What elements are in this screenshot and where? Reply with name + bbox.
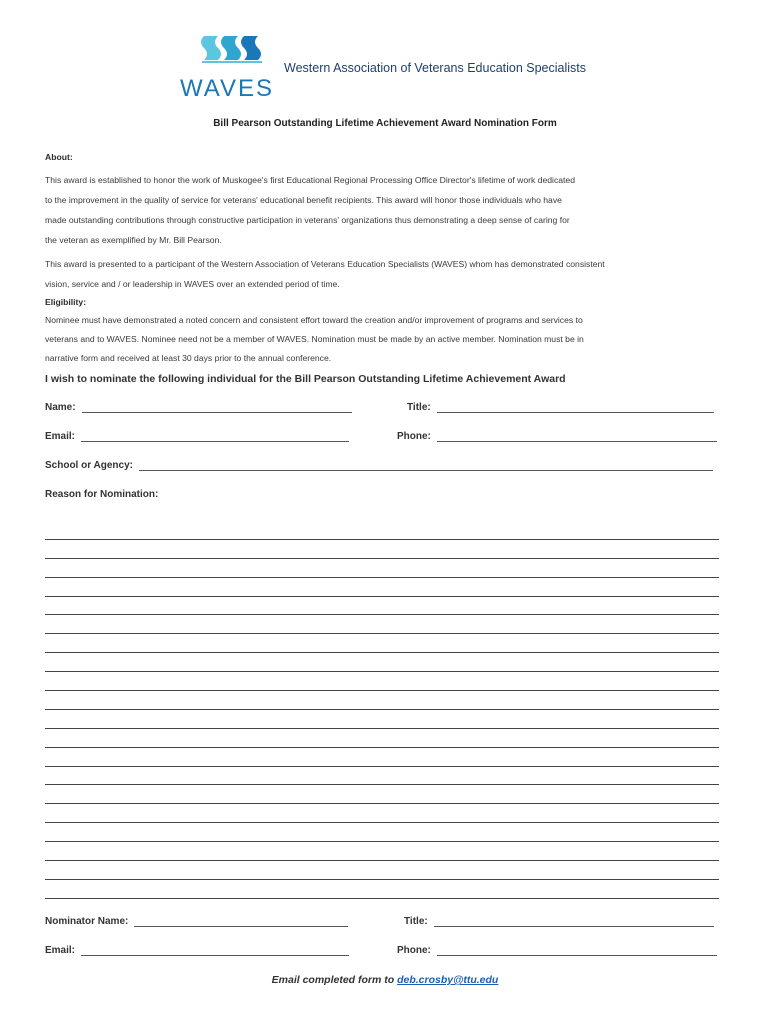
reason-line (45, 804, 719, 823)
nominee-name-input[interactable] (82, 402, 352, 413)
reason-line (45, 767, 719, 786)
nominee-phone-input[interactable] (437, 431, 717, 442)
nominator-name-input[interactable] (134, 916, 348, 927)
reason-line (45, 540, 719, 559)
eligibility-line: narrative form and received at least 30 days prior to the annual conference. (45, 353, 332, 363)
eligibility-line: veterans and to WAVES. Nominee need not be a member of WAVES. Nomination must be made by an active member. Nomination must be in (45, 334, 584, 344)
about-section (45, 152, 725, 162)
about-paragraph-2 (45, 254, 725, 294)
nominee-email-field[interactable] (45, 431, 349, 442)
school-agency-input[interactable] (139, 460, 713, 471)
reason-line (45, 672, 719, 691)
reason-line (45, 823, 719, 842)
reason-line (45, 559, 719, 578)
waves-logo-icon (196, 34, 268, 74)
nominee-title-input[interactable] (437, 402, 714, 413)
school-agency-label: School or Agency: (45, 460, 133, 471)
reason-line (45, 861, 719, 880)
about-line: This award is established to honor the work of Muskogee's first Educational Regional Processing Office Director's lifetime of work dedicated (45, 175, 575, 185)
reason-textarea[interactable] (45, 521, 719, 899)
logo-text: WAVES (180, 75, 275, 102)
nominator-name-field[interactable] (45, 916, 348, 927)
about-line: to the improvement in the quality of service for veterans' educational benefit recipients. This award will honor those individuals who have (45, 195, 562, 205)
waves-logo (178, 34, 278, 100)
reason-line (45, 710, 719, 729)
nominee-name-field[interactable] (45, 402, 352, 413)
nominate-heading: I wish to nominate the following individual for the Bill Pearson Outstanding Lifetime Achievement Award (45, 373, 566, 385)
nominator-title-input[interactable] (434, 916, 714, 927)
reason-line (45, 653, 719, 672)
nominee-phone-label: Phone: (397, 431, 431, 442)
footer-text: Email completed form to (271, 974, 398, 986)
form-title: Bill Pearson Outstanding Lifetime Achievement Award Nomination Form (213, 118, 557, 129)
eligibility-label: Eligibility: (45, 297, 87, 307)
nominator-phone-input[interactable] (437, 945, 717, 956)
eligibility-section (45, 297, 725, 307)
school-agency-field[interactable] (45, 460, 713, 471)
reason-line (45, 597, 719, 616)
reason-line (45, 578, 719, 597)
reason-label-row (45, 489, 158, 500)
nominator-title-field[interactable] (404, 916, 714, 927)
eligibility-line: Nominee must have demonstrated a noted concern and consistent effort toward the creation and/or improvement of programs and services to (45, 315, 583, 325)
reason-line (45, 880, 719, 899)
about-paragraph (45, 170, 725, 250)
nominator-title-label: Title: (404, 916, 428, 927)
nominator-phone-label: Phone: (397, 945, 431, 956)
about-line: the veteran as exemplified by Mr. Bill Pearson. (45, 235, 222, 245)
reason-line (45, 729, 719, 748)
reason-line (45, 634, 719, 653)
nominator-name-label: Nominator Name: (45, 916, 129, 927)
nominator-email-label: Email: (45, 945, 76, 956)
about-line: made outstanding contributions through constructive participation in veterans' organizations thus demonstrating a deep sense of caring for (45, 215, 570, 225)
reason-line (45, 615, 719, 634)
about-label: About: (45, 152, 73, 162)
reason-line (45, 748, 719, 767)
reason-line (45, 842, 719, 861)
contact-email-link[interactable]: deb.crosby@ttu.edu (397, 974, 499, 986)
eligibility-paragraph (45, 311, 725, 368)
nominee-phone-field[interactable] (397, 431, 717, 442)
nominee-name-label: Name: (45, 402, 76, 413)
nominee-email-label: Email: (45, 431, 76, 442)
header (178, 34, 618, 104)
reason-line (45, 785, 719, 804)
nominee-title-label: Title: (407, 402, 431, 413)
nominator-email-field[interactable] (45, 945, 349, 956)
footer (0, 974, 770, 986)
reason-label: Reason for Nomination: (45, 489, 159, 500)
nominator-phone-field[interactable] (397, 945, 717, 956)
about-line: This award is presented to a participant of the Western Association of Veterans Education Specialists (WAVES) whom has demonstrated consistent (45, 259, 605, 269)
reason-line (45, 691, 719, 710)
organization-name: Western Association of Veterans Education Specialists (284, 61, 587, 75)
reason-line (45, 521, 719, 540)
nominator-email-input[interactable] (81, 945, 349, 956)
about-line: vision, service and / or leadership in WAVES over an extended period of time. (45, 279, 340, 289)
nominee-email-input[interactable] (81, 431, 349, 442)
nominee-title-field[interactable] (407, 402, 714, 413)
